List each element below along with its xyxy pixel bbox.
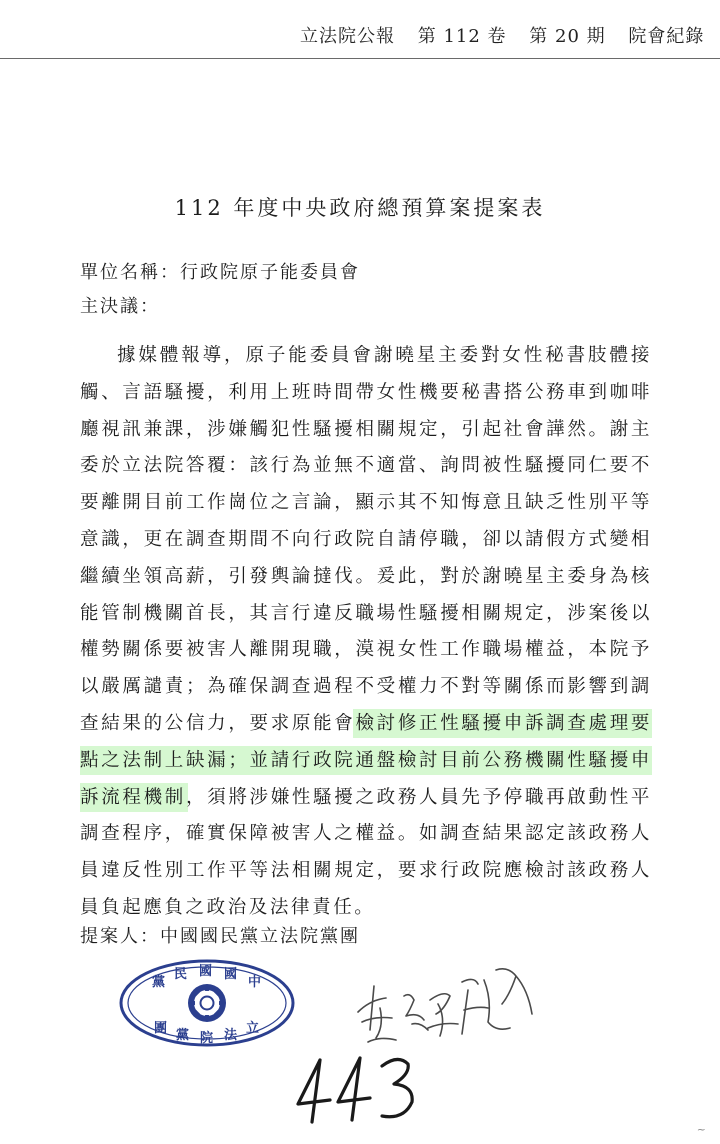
proposer-label: 提案人：: [80, 926, 160, 947]
gazette-header: [300, 22, 720, 52]
svg-text:國: 國: [199, 964, 213, 979]
resolution-body: [80, 338, 652, 927]
issue-number: 第 20 期: [529, 26, 606, 47]
proposer-value: 中國國民黨立法院黨團: [160, 926, 360, 947]
svg-text:團: 團: [154, 1021, 168, 1036]
handwritten-page-number: [286, 1048, 426, 1128]
party-caucus-seal: [118, 958, 296, 1048]
publication-name: 立法院公報: [300, 26, 395, 47]
document-title: 112 年度中央政府總預算案提案表: [174, 196, 546, 220]
handwritten-signature: [340, 960, 550, 1050]
svg-text:中: 中: [248, 975, 262, 990]
header-divider: [0, 58, 720, 59]
svg-text:黨: 黨: [176, 1028, 190, 1043]
svg-text:黨: 黨: [152, 975, 166, 990]
svg-text:國: 國: [224, 967, 238, 982]
main-resolution-label: 主決議：: [80, 296, 160, 317]
proposer-field: [80, 922, 360, 948]
highlighted-text: 檢討修正性騷擾申訴調查處理要點之法制上缺漏；並請行政院通盤檢討目前公務機關性騷擾申訴流程機制: [80, 712, 652, 808]
unit-label: 單位名稱：: [80, 262, 180, 283]
svg-text:立: 立: [246, 1021, 260, 1036]
corner-mark: ~: [696, 1123, 706, 1136]
section-name: 院會紀錄: [628, 26, 705, 47]
resolution-text-part2: ，須將涉嫌性騷擾之政務人員先予停職再啟動性平調查程序，確實保障被害人之權益。如調查結果認定該政務人員違反性別工作平等法相關規定，要求行政院應檢討該政務人員負起應負之政治及法律責任。: [80, 786, 652, 918]
unit-name-field: [80, 258, 360, 284]
resolution-text-part1: 據媒體報導，原子能委員會謝曉星主委對女性秘書肢體接觸、言語騷擾，利用上班時間帶女性機要秘書搭公務車到咖啡廳視訊兼課，涉嫌觸犯性騷擾相關規定，引起社會譁然。謝主委於立法院答覆：該行為並無不適當、詢問被性騷擾同仁要不要離開目前工作崗位之言論，顯示其不知悔意且缺乏性別平等意識，更在調查期間不向行政院自請停職，卻以請假方式變相繼續坐領高薪，引發輿論撻伐。爰此，對於謝曉星主委身為核能管制機關首長，其言行違反職場性騷擾相關規定，涉案後以權勢關係要被害人離開現職，漠視女性工作職場權益，本院予以嚴厲譴責；為確保調查過程不受權力不對等關係而影響到調查結果的公信力，要求原能會: [80, 345, 652, 734]
svg-text:法: 法: [224, 1028, 238, 1043]
svg-text:民: 民: [174, 967, 188, 982]
volume-number: 第 112 卷: [417, 26, 507, 47]
unit-value: 行政院原子能委員會: [180, 262, 360, 283]
svg-text:院: 院: [200, 1031, 214, 1046]
